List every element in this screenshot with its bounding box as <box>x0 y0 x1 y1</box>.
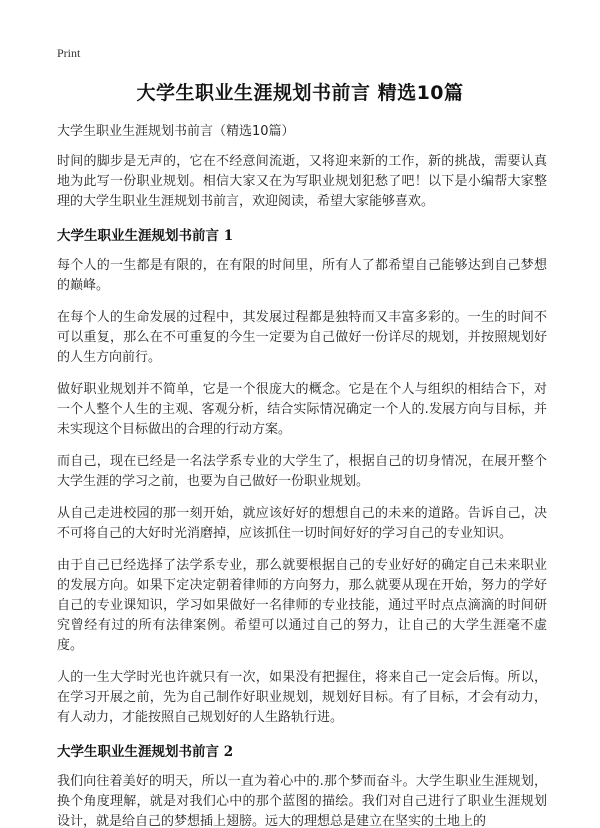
section-2 <box>57 742 547 828</box>
paragraph: 从自己走进校园的那一刻开始，就应该好好的想想自己的未来的道路。告诉自己，决不可将自己的大好时光消磨掉，应该抓住一切时间好好的学习自己的专业知识。 <box>57 506 547 541</box>
article-subtitle: 大学生职业生涯规划书前言（精选10篇） <box>57 124 295 139</box>
page-title: 大学生职业生涯规划书前言 精选10篇 <box>136 82 464 104</box>
paragraph: 而自己，现在已经是一名法学系专业的大学生了，根据自己的切身情况，在展开整个大学生涯的学习之前，也要为自己做好一份职业规划。 <box>57 454 547 489</box>
section-heading: 大学生职业生涯规划书前言 2 <box>57 744 234 760</box>
paragraph: 我们向往着美好的明天，所以一直为着心中的.那个梦而奋斗。大学生职业生涯规划，换个角度理解，就是对我们心中的那个蓝图的描绘。我们对自己进行了职业生涯规划设计，就是给自己的梦想插上翅膀。远大的理想总是建立在坚实的土地上的 <box>57 774 547 828</box>
article-body <box>57 122 547 828</box>
print-link[interactable]: Print <box>57 46 81 60</box>
section-1 <box>57 226 547 728</box>
intro-paragraph: 时间的脚步是无声的，它在不经意间流逝，又将迎来新的工作，新的挑战，需要认真地为此写一份职业规划。相信大家又在为写职业规划犯愁了吧！以下是小编帮大家整理的大学生职业生涯规划书前言，欢迎阅读，希望大家能够喜欢。 <box>57 154 547 209</box>
paragraph: 做好职业规划并不简单，它是一个很庞大的概念。它是在个人与组织的相结合下，对一个人整个人生的主观、客观分析，结合实际情况确定一个人的.发展方向与目标，并未实现这个目标做出的合理的行动方案。 <box>57 382 547 437</box>
paragraph: 在每个人的生命发展的过程中，其发展过程都是独特而又丰富多彩的。一生的时间不可以重复，那么在不可重复的今生一定要为自己做好一份详尽的规划，并按照规划好的人生方向前行。 <box>57 310 547 365</box>
paragraph: 由于自己已经选择了法学系专业，那么就要根据自己的专业好好的确定自己未来职业的发展方向。如果下定决定朝着律师的方向努力，那么就要从现在开始，努力的学好自己的专业课知识，学习如果做好一名律师的专业技能，通过平时点点滴滴的时间研究曾经有过的所有法律案例。希望可以通过自己的努力，让自己的大学生涯毫不虚度。 <box>57 558 547 653</box>
section-heading: 大学生职业生涯规划书前言 1 <box>57 228 234 244</box>
paragraph: 每个人的一生都是有限的，在有限的时间里，所有人了都希望自己能够达到自己梦想的巅峰。 <box>57 258 547 293</box>
paragraph: 人的一生大学时光也许就只有一次，如果没有把握住，将来自己一定会后悔。所以，在学习开展之前，先为自己制作好职业规划，规划好目标。有了目标，才会有动力，有人动力，才能按照自己规划好的人生路轨行进。 <box>57 670 547 725</box>
